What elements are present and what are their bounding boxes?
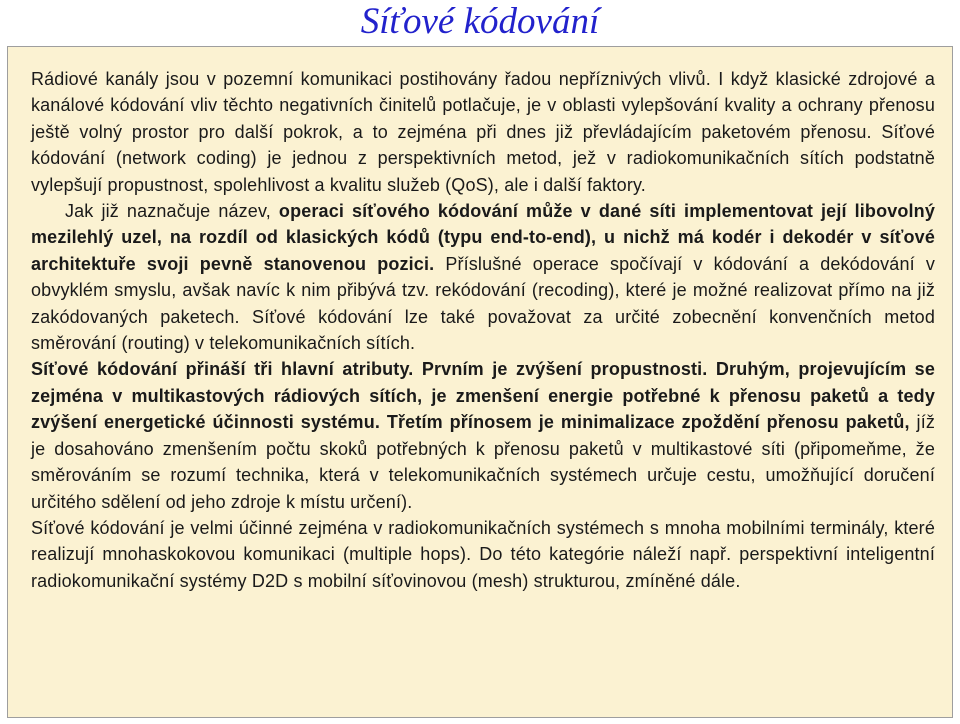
paragraph-4-text: Síťové kódování je velmi účinné zejména v radiokomunikačních systémech s mnoha mobilními terminály, které realizují mnohaskokovou komunikaci (multiple hops). Do této kategórie náleží např. perspektivní inteligentní radiokomunikační systémy D2D s mobilní síťovinovou (mesh) strukturou, zmíněné dále. (31, 517, 935, 591)
paragraph-2-text-b: Příslušné operace spočívají v kódování a dekódování v obvyklém smyslu, avšak navíc k nim přibývá tzv. rekódování (recoding), které je možné realizovat přímo na již zakódovaných paketech. Síťové kódování lze také považovat za určité zobecnění konvenčních metod směrování (routing) v telekomunikačních sítích. (31, 253, 935, 354)
paragraph-4 (31, 515, 935, 594)
page-title: Síťové kódování (360, 1, 600, 42)
paragraph-2-bold: operaci síťového kódování může v dané síti implementovat její libovolný mezilehlý uzel, na rozdíl od klasických kódů (typu end-to-end), u nichž má kodér i dekodér v síťové architektuře svoji pevně stanovenou pozici. (31, 201, 935, 274)
paragraph-3-bold: Síťové kódování přináší tři hlavní atributy. Prvním je zvýšení propustnosti. Druhým, projevujícím se zejména v multikastových rádiových sítích, je zmenšení energie potřebné k přenosu paketů a tedy zvýšení energetické účinnosti systému. Třetím přínosem je minimalizace zpoždění přenosu paketů, (31, 359, 935, 433)
content-box (7, 46, 953, 718)
paragraph-3 (31, 356, 935, 514)
paragraph-1 (31, 66, 935, 198)
paragraph-2-text-a: Jak již naznačuje název, (65, 201, 279, 222)
paragraph-2 (31, 198, 935, 356)
paragraph-3-text: jíž je dosahováno zmenšením počtu skoků potřebných k přenosu paketů v multikastové síti (připomeňme, že směrováním se rozumí technika, která v telekomunikačních systémech určuje cestu, umožňující doručení určitého sdělení od jeho zdroje k místu určení). (31, 412, 935, 512)
paragraph-1-text: Rádiové kanály jsou v pozemní komunikaci postihovány řadou nepříznivých vlivů. I když klasické zdrojové a kanálové kódování vliv těchto negativních činitelů potlačuje, je v oblasti vylepšování kvality a ochrany přenosu ještě volný prostor pro další pokrok, a to zejména při dnes již převládajícím paketovém přenosu. Síťové kódování (network coding) je jednou z perspektivních metod, jež v radiokomunikačních sítích podstatně vylepšují propustnost, spolehlivost a kvalitu služeb (QoS), ale i další faktory. (31, 69, 935, 195)
body-text (31, 66, 935, 594)
